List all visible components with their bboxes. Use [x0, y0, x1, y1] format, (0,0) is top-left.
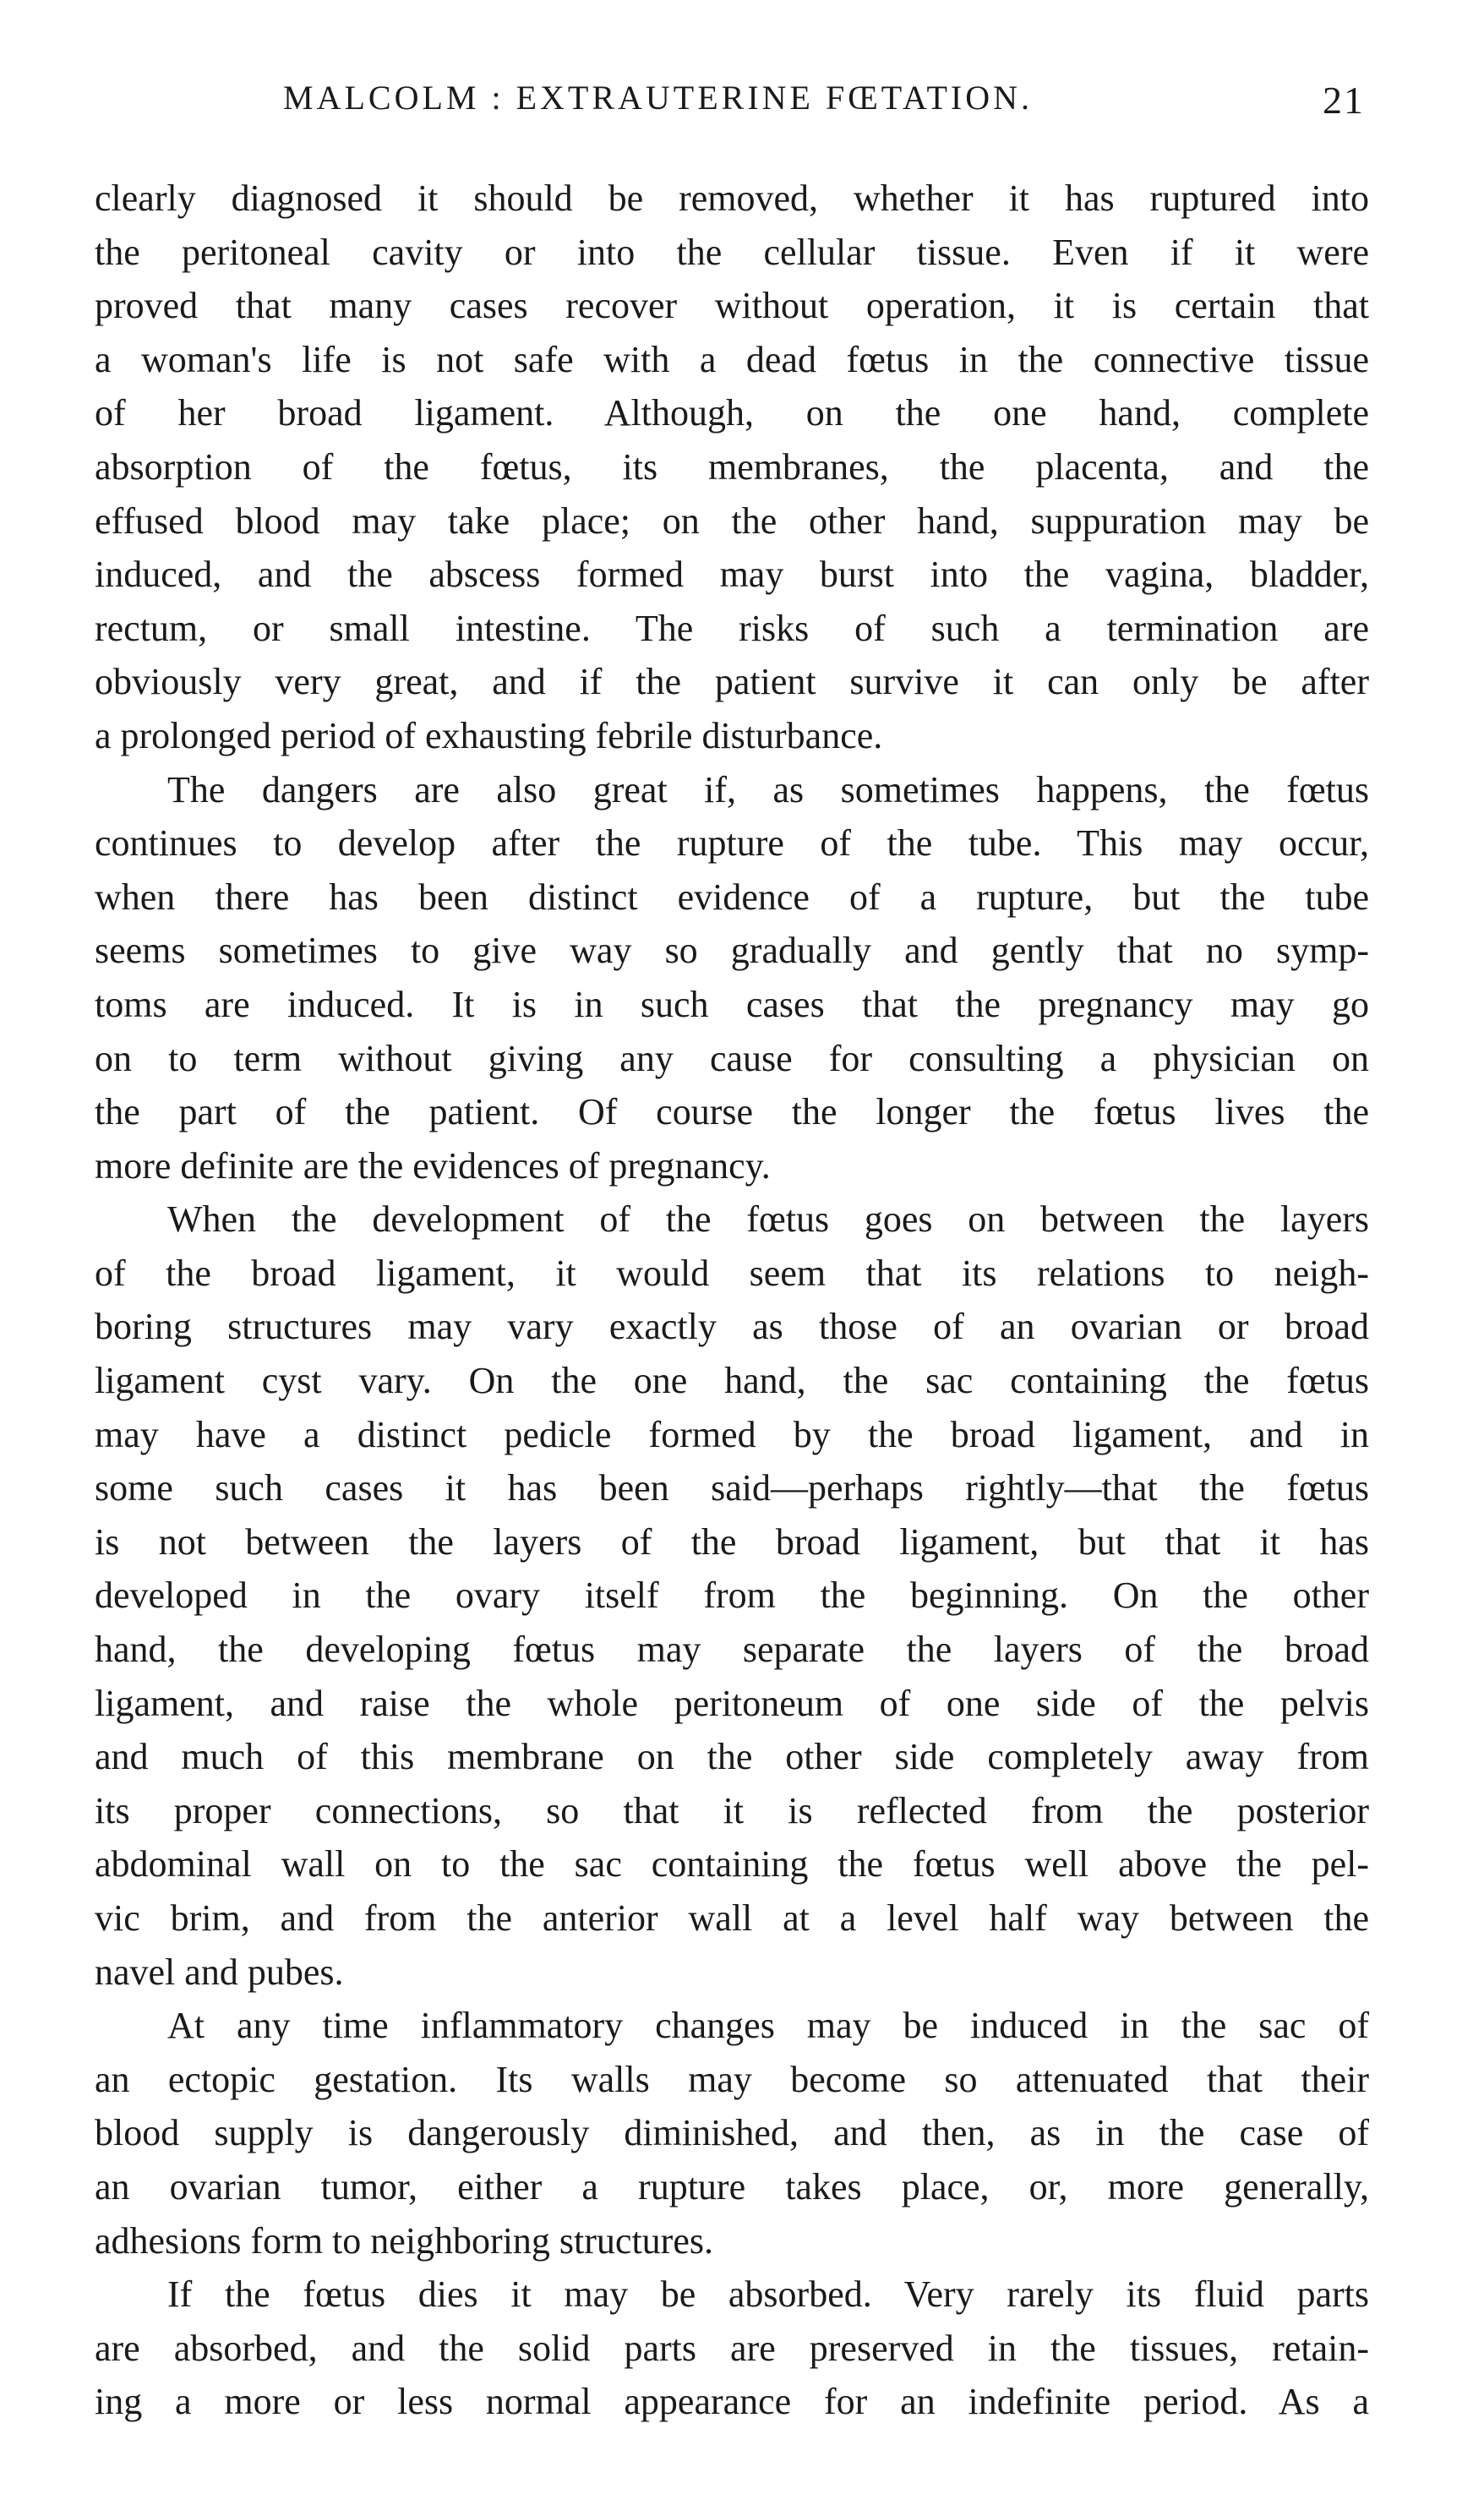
text-line: of the broad ligament, it would seem that its relations to neigh- — [95, 1252, 1369, 1294]
text-line: abdominal wall on to the sac containing the fœtus well above the pel- — [95, 1843, 1369, 1886]
text-line: adhesions form to neighboring structures. — [95, 2219, 713, 2262]
text-line: The dangers are also great if, as sometimes happens, the fœtus — [167, 768, 1369, 810]
text-line: on to term without giving any cause for consulting a physician on — [95, 1037, 1369, 1079]
text-line: continues to develop after the rupture of the tube. This may occur, — [95, 822, 1369, 865]
text-line: absorption of the fœtus, its membranes, the placenta, and the — [95, 445, 1369, 488]
text-line: its proper connections, so that it is reflected from the posterior — [95, 1789, 1369, 1831]
text-line: ing a more or less normal appearance for an indefinite period. As a — [95, 2381, 1369, 2423]
text-line: induced, and the abscess formed may burst into the vagina, bladder, — [95, 554, 1369, 596]
text-line: navel and pubes. — [95, 1951, 344, 1993]
text-line: clearly diagnosed it should be removed, whether it has ruptured into — [95, 177, 1369, 219]
text-line: effused blood may take place; on the other hand, suppuration may be — [95, 499, 1369, 542]
text-line: toms are induced. It is in such cases that the pregnancy may go — [95, 983, 1369, 1025]
text-line: developed in the ovary itself from the beginning. On the other — [95, 1575, 1369, 1617]
text-line: are absorbed, and the solid parts are preserved in the tissues, retain- — [95, 2327, 1369, 2369]
text-line: may have a distinct pedicle formed by the broad ligament, and in — [95, 1413, 1369, 1455]
text-line: more definite are the evidences of pregnancy. — [95, 1144, 771, 1187]
text-line: of her broad ligament. Although, on the one hand, complete — [95, 392, 1369, 434]
text-line: hand, the developing fœtus may separate the layers of the broad — [95, 1629, 1369, 1671]
text-line: When the development of the fœtus goes on between the layers — [167, 1198, 1369, 1241]
text-line: the peritoneal cavity or into the cellular tissue. Even if it were — [95, 231, 1369, 273]
text-line: If the fœtus dies it may be absorbed. Very rarely its fluid parts — [167, 2273, 1369, 2316]
running-title: MALCOLM : EXTRAUTERINE FŒTATION. — [283, 79, 1033, 117]
text-line: proved that many cases recover without operation, it is certain that — [95, 285, 1369, 327]
text-line: and much of this membrane on the other side completely away from — [95, 1736, 1369, 1778]
text-line: an ectopic gestation. Its walls may become so attenuated that their — [95, 2058, 1369, 2100]
text-line: ligament, and raise the whole peritoneum of one side of the pelvis — [95, 1682, 1369, 1724]
page-number: 21 — [1323, 79, 1365, 122]
paragraph — [95, 1999, 1369, 2268]
text-line: seems sometimes to give way so gradually and gently that no symp- — [95, 930, 1369, 972]
text-line: ligament cyst vary. On the one hand, the sac containing the fœtus — [95, 1360, 1369, 1402]
text-line: some such cases it has been said—perhaps rightly—that the fœtus — [95, 1467, 1369, 1509]
text-line: is not between the layers of the broad ligament, but that it has — [95, 1520, 1369, 1563]
text-line: At any time inflammatory changes may be induced in the sac of — [167, 2005, 1369, 2047]
text-line: rectum, or small intestine. The risks of such a termination are — [95, 607, 1369, 649]
text-line: an ovarian tumor, either a rupture takes place, or, more generally, — [95, 2165, 1369, 2208]
text-line: blood supply is dangerously diminished, and then, as in the case of — [95, 2112, 1369, 2154]
paragraph — [95, 172, 1369, 763]
body-text — [95, 172, 1369, 2429]
text-line: a woman's life is not safe with a dead fœtus in the connective tissue — [95, 338, 1369, 380]
paragraph — [95, 1193, 1369, 1999]
text-line: a prolonged period of exhausting febrile disturbance. — [95, 714, 883, 756]
text-line: when there has been distinct evidence of a rupture, but the tube — [95, 876, 1369, 918]
text-line: vic brim, and from the anterior wall at a level half way between the — [95, 1897, 1369, 1939]
running-head — [97, 78, 1365, 128]
text-line: the part of the patient. Of course the longer the fœtus lives the — [95, 1091, 1369, 1133]
paragraph — [95, 2268, 1369, 2429]
paragraph — [95, 763, 1369, 1193]
text-line: boring structures may vary exactly as those of an ovarian or broad — [95, 1306, 1369, 1348]
text-line: obviously very great, and if the patient survive it can only be after — [95, 661, 1369, 703]
